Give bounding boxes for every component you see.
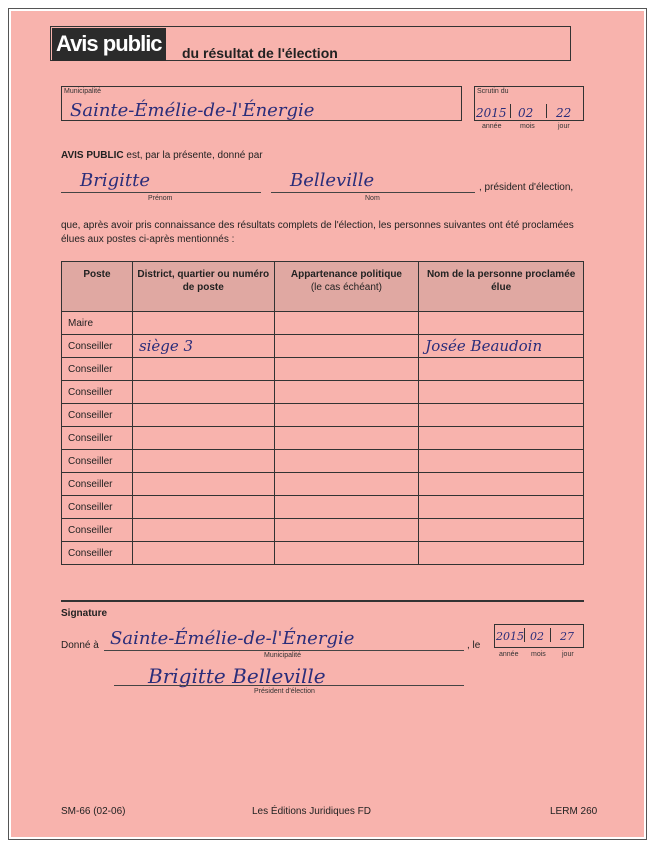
publisher: Les Éditions Juridiques FD: [252, 806, 371, 817]
table-row: [62, 519, 584, 542]
results-table: [61, 261, 584, 565]
table-row: [62, 542, 584, 565]
cell-nom: [419, 358, 584, 381]
signature-municipalite-label: Municipalité: [264, 652, 301, 659]
signature-date-mois: 02: [530, 630, 544, 643]
signature-municipalite-line: [104, 650, 464, 651]
role-text: , président d'élection,: [479, 182, 574, 193]
cell-district: [132, 381, 274, 404]
table-row: [62, 404, 584, 427]
jour-label: jour: [558, 123, 570, 130]
scrutin-label: Scrutin du: [477, 88, 509, 95]
title-text: du résultat de l'élection: [182, 45, 338, 61]
president-line: [114, 685, 464, 686]
signature-jour-label: jour: [562, 651, 574, 658]
cell-poste: Conseiller: [62, 473, 133, 496]
cell-appartenance: [274, 542, 419, 565]
cell-nom: [419, 542, 584, 565]
avis-public-label: Avis public: [52, 28, 166, 61]
header-poste: Poste: [62, 262, 133, 312]
table-row: [62, 381, 584, 404]
cell-nom: [419, 381, 584, 404]
form-ref: LERM 260: [550, 806, 598, 817]
cell-nom: [419, 404, 584, 427]
cell-district: [132, 312, 274, 335]
cell-appartenance: [274, 335, 419, 358]
prenom-label: Prénom: [148, 195, 173, 202]
cell-poste: Conseiller: [62, 427, 133, 450]
form-code: SM-66 (02-06): [61, 806, 126, 817]
cell-appartenance: [274, 358, 419, 381]
table-row: [62, 450, 584, 473]
divider: [524, 628, 525, 642]
le-label: , le: [467, 640, 481, 651]
header-district: District, quartier ou numéro de poste: [132, 262, 274, 312]
cell-district: [132, 542, 274, 565]
signature-rule: [61, 600, 584, 602]
table-header-row: [62, 262, 584, 312]
signature-date-jour: 27: [560, 630, 574, 643]
cell-nom: [419, 312, 584, 335]
cell-district: [132, 427, 274, 450]
cell-appartenance: [274, 450, 419, 473]
cell-district: [132, 358, 274, 381]
table-row: [62, 358, 584, 381]
signature-annee-label: année: [499, 651, 519, 658]
cell-district: [132, 404, 274, 427]
cell-appartenance: [274, 381, 419, 404]
cell-appartenance: [274, 473, 419, 496]
table-row: [62, 427, 584, 450]
signature-date-annee: 2015: [496, 630, 524, 643]
prenom-value: Brigitte: [80, 170, 150, 191]
cell-poste: Conseiller: [62, 381, 133, 404]
table-row: [62, 312, 584, 335]
intro-paragraph: que, après avoir pris connaissance des résultats complets de l'élection, les personnes suivantes ont été proclamées élues aux postes ci-après mentionnés :: [61, 220, 574, 245]
nom-label: Nom: [365, 195, 380, 202]
cell-district: [132, 450, 274, 473]
cell-appartenance: [274, 427, 419, 450]
president-label: Président d'élection: [254, 688, 315, 695]
cell-nom: Josée Beaudoin: [419, 335, 584, 358]
nom-value: Belleville: [290, 170, 375, 191]
president-signature: Brigitte Belleville: [148, 664, 326, 688]
annee-label: année: [482, 123, 502, 130]
cell-poste: Conseiller: [62, 496, 133, 519]
signature-mois-label: mois: [531, 651, 546, 658]
cell-poste: Conseiller: [62, 335, 133, 358]
cell-appartenance: [274, 404, 419, 427]
cell-appartenance: [274, 519, 419, 542]
donne-a-label: Donné à: [61, 640, 99, 651]
cell-appartenance: [274, 312, 419, 335]
nom-line: [271, 192, 475, 193]
signature-municipalite-value: Sainte-Émélie-de-l'Énergie: [110, 628, 355, 649]
cell-nom: [419, 496, 584, 519]
cell-district: [132, 519, 274, 542]
cell-poste: Conseiller: [62, 404, 133, 427]
table-row: [62, 496, 584, 519]
cell-district: [132, 496, 274, 519]
cell-district: siège 3: [132, 335, 274, 358]
divider: [546, 104, 547, 118]
divider: [510, 104, 511, 118]
scrutin-annee: 2015: [476, 106, 507, 120]
scrutin-mois: 02: [518, 106, 534, 120]
cell-district: [132, 473, 274, 496]
mois-label: mois: [520, 123, 535, 130]
signature-heading: Signature: [61, 608, 108, 619]
intro-lead: AVIS PUBLIC est, par la présente, donné par: [61, 150, 263, 161]
cell-nom: [419, 450, 584, 473]
municipalite-label: Municipalité: [64, 88, 101, 95]
cell-appartenance: [274, 496, 419, 519]
header-nom: Nom de la personne proclamée élue: [419, 262, 584, 312]
cell-poste: Conseiller: [62, 519, 133, 542]
cell-poste: Conseiller: [62, 450, 133, 473]
cell-nom: [419, 473, 584, 496]
cell-poste: Maire: [62, 312, 133, 335]
cell-poste: Conseiller: [62, 542, 133, 565]
divider: [550, 628, 551, 642]
cell-nom: [419, 427, 584, 450]
cell-poste: Conseiller: [62, 358, 133, 381]
prenom-line: [61, 192, 261, 193]
cell-nom: [419, 519, 584, 542]
table-row: [62, 473, 584, 496]
scrutin-jour: 22: [556, 106, 572, 120]
header-appartenance: Appartenance politique (le cas échéant): [274, 262, 419, 312]
municipalite-value: Sainte-Émélie-de-l'Énergie: [70, 100, 315, 121]
table-row: [62, 335, 584, 358]
